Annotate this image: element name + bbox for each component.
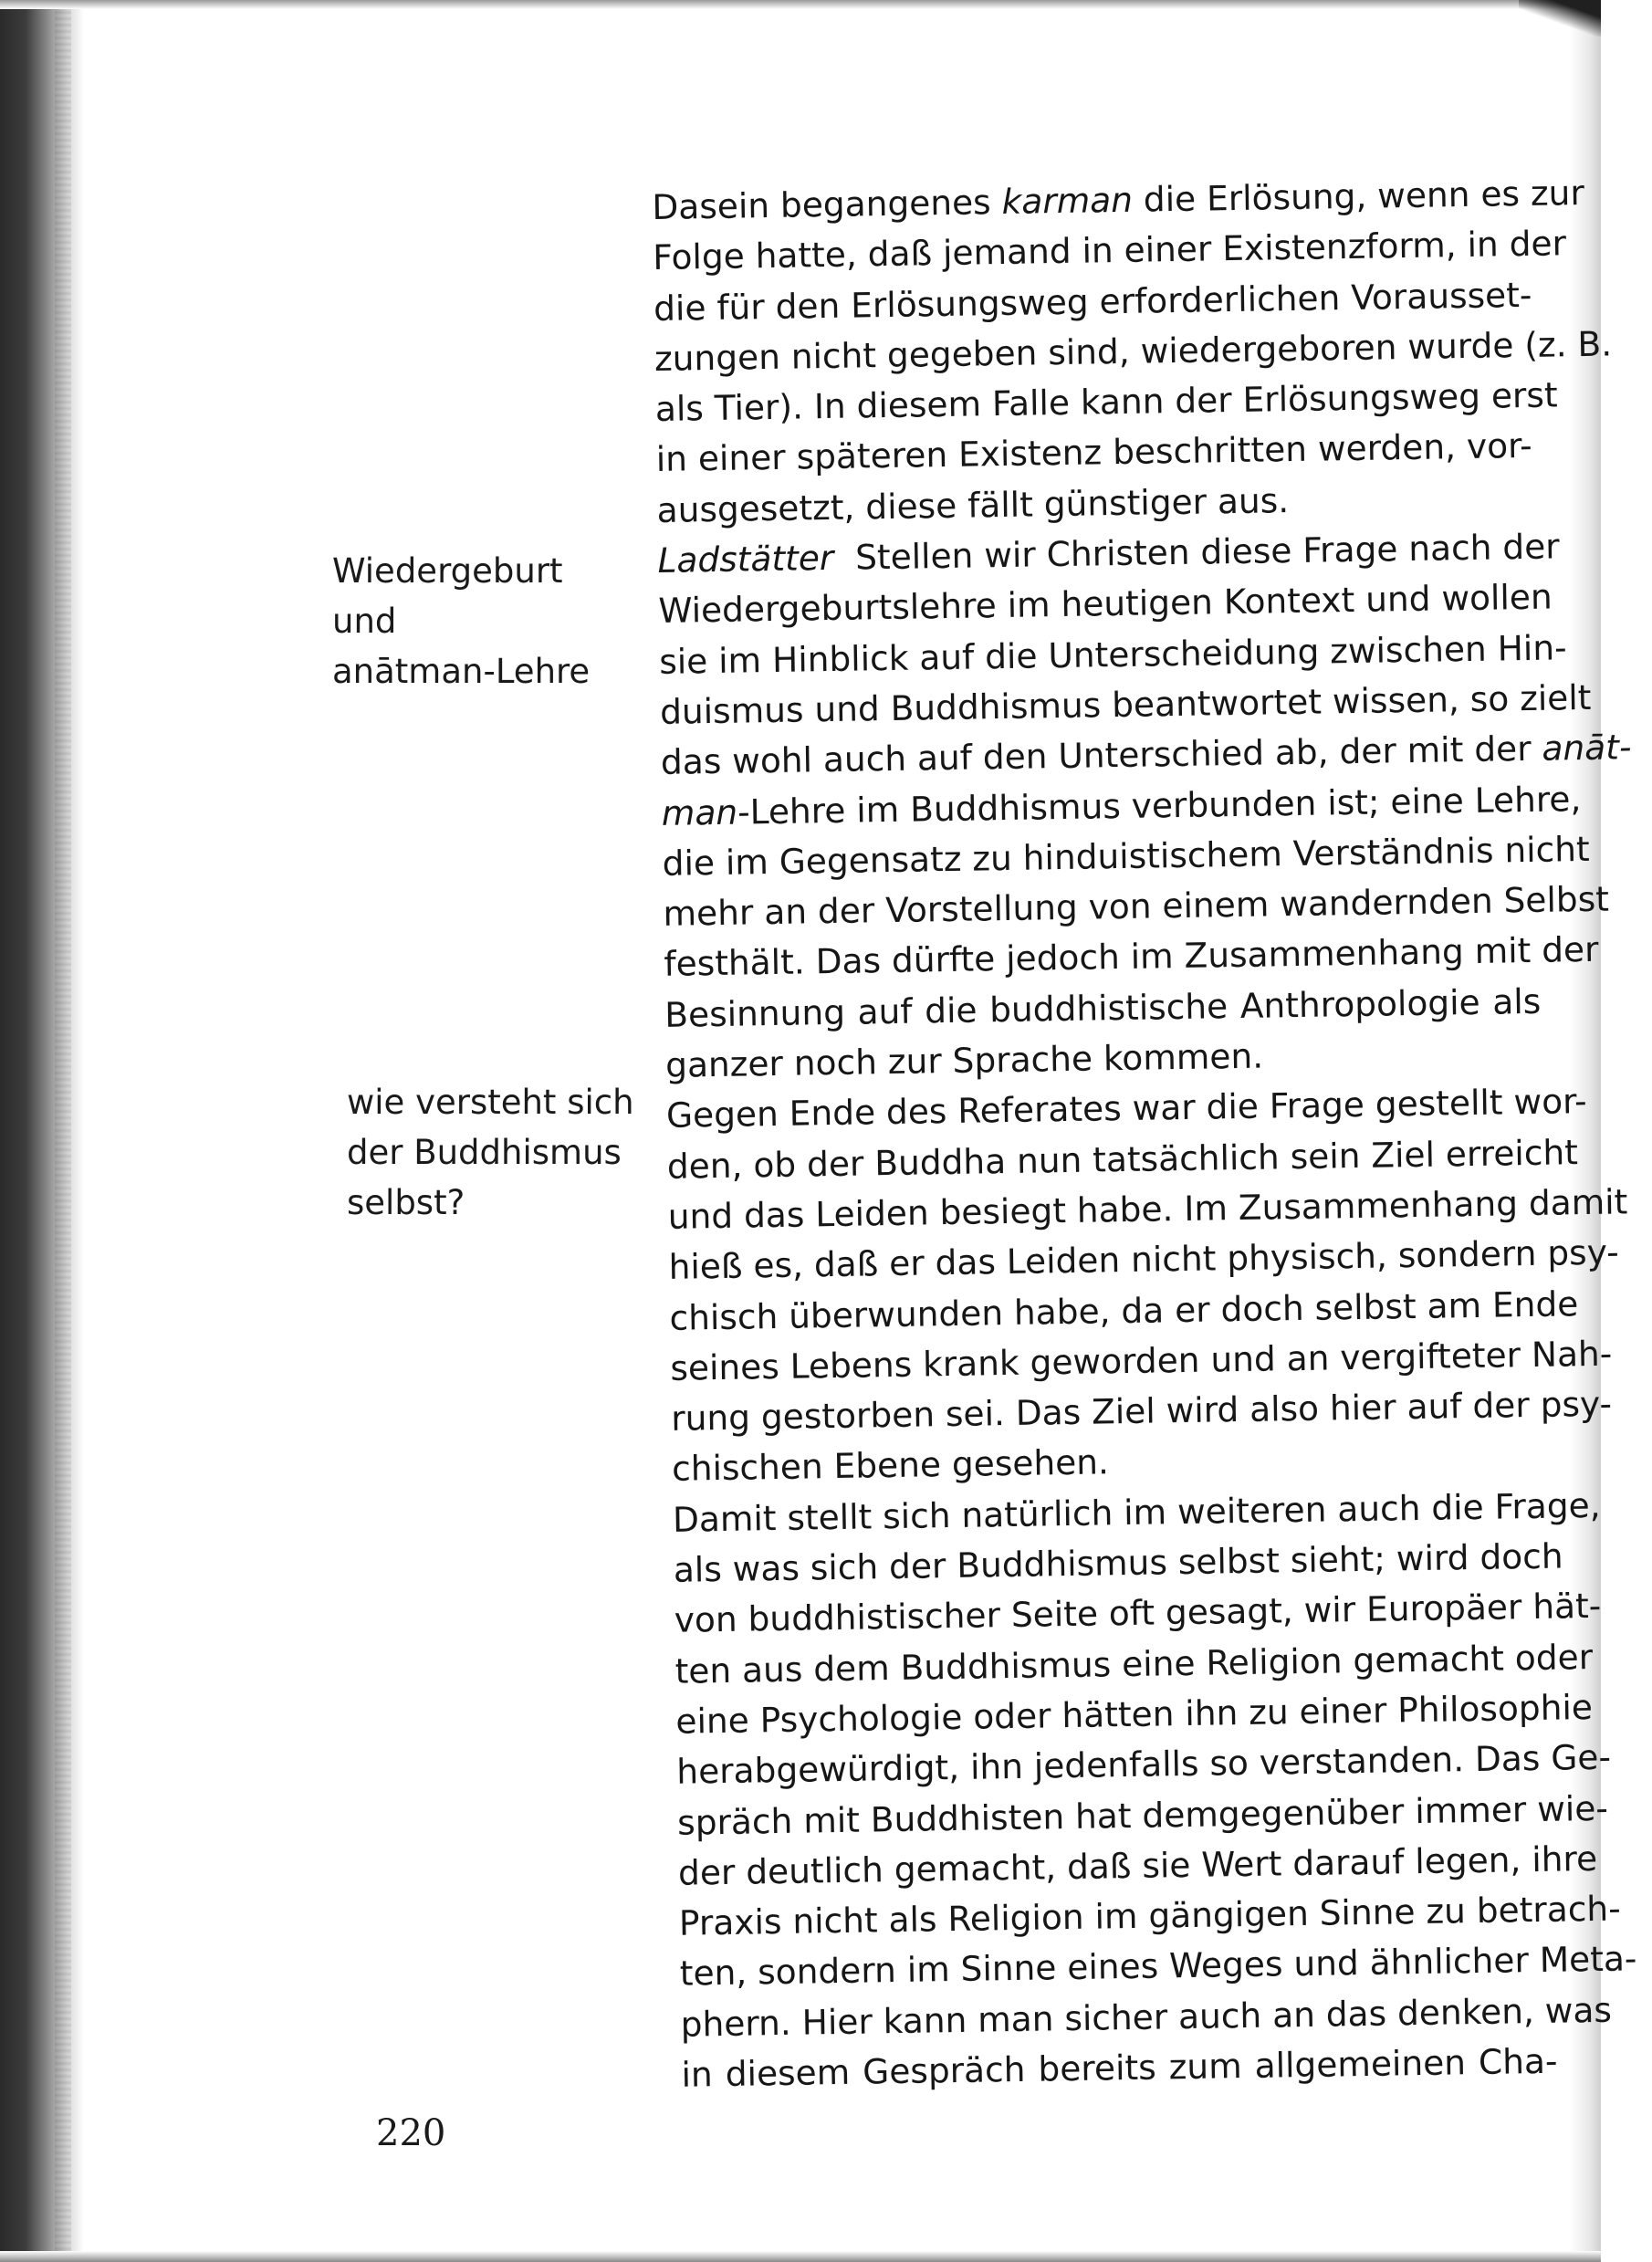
scan-edge-left-texture — [55, 0, 71, 2262]
text-segment: und — [332, 602, 397, 641]
text-segment: phern. Hier kann man sicher auch an das denken, was — [680, 1989, 1613, 2045]
text-segment: wie versteht sich — [347, 1083, 634, 1122]
margin-note-line — [332, 596, 590, 646]
text-segment: Wiedergeburtslehre im heutigen Kontext und wollen — [658, 576, 1553, 632]
italic-text: Ladstätter — [657, 538, 834, 581]
text-segment: zungen nicht gegeben sind, wiedergeboren wurde (z. B. — [653, 323, 1613, 379]
italic-text: karman — [1001, 179, 1134, 222]
text-segment: mehr an der Vorstellung von einem wandernden Selbst — [663, 878, 1610, 935]
margin-note-self-understanding — [347, 1077, 634, 1228]
text-segment: Dasein begangenes — [652, 181, 1002, 227]
italic-text: man — [661, 791, 738, 833]
text-segment: spräch mit Buddhisten hat demgegenüber immer wie- — [676, 1787, 1609, 1843]
text-segment: Damit stellt sich natürlich im weiteren auch die Frage, — [672, 1484, 1601, 1540]
text-segment: das wohl auch auf den Unterschied ab, der mit der — [660, 728, 1542, 783]
margin-note-line — [347, 1127, 634, 1178]
text-segment: Wiedergeburt — [332, 551, 563, 591]
text-segment: ausgesetzt, diese fällt günstiger aus. — [656, 479, 1290, 530]
text-segment: Folge hatte, daß jemand in einer Existenzform, in der — [652, 223, 1567, 278]
margin-note-line — [347, 1178, 634, 1228]
text-segment: den, ob der Buddha nun tatsächlich sein Ziel erreicht — [666, 1131, 1579, 1187]
text-segment: ganzer noch zur Sprache kommen. — [664, 1035, 1264, 1085]
italic-text: anātman — [332, 652, 484, 691]
text-segment: der Buddhismus — [347, 1133, 622, 1172]
page-number: 220 — [376, 2112, 446, 2154]
text-segment: herabgewürdigt, ihn jedenfalls so verstanden. Das Ge- — [676, 1736, 1612, 1792]
text-segment: chischen Ebene gesehen. — [671, 1441, 1110, 1490]
text-segment: die im Gegensatz zu hinduistischem Verständnis nicht — [662, 828, 1590, 884]
text-segment: als Tier). In diesem Falle kann der Erlösungsweg erst — [654, 374, 1558, 430]
text-segment: duismus und Buddhismus beantwortet wissen, so zielt — [659, 676, 1592, 732]
text-segment: rung gestorben sei. Das Ziel wird also hier auf der psy- — [670, 1383, 1613, 1439]
text-segment: Gegen Ende des Referates war die Frage gestellt wor- — [665, 1081, 1587, 1136]
text-segment: und das Leiden besiegt habe. Im Zusammenhang damit — [667, 1181, 1628, 1237]
scan-edge-top — [0, 0, 1601, 9]
text-segment: als was sich der Buddhismus selbst sieht; wird doch — [673, 1535, 1563, 1590]
body-text-column — [652, 169, 1637, 2100]
text-segment: -Lehre — [483, 652, 591, 691]
text-segment: die für den Erlösungsweg erforderlichen Vorausset- — [653, 274, 1532, 329]
scan-edge-left — [0, 0, 84, 2262]
margin-note-line — [347, 1077, 634, 1127]
text-segment: in diesem Gespräch bereits zum allgemeinen Cha- — [681, 2040, 1558, 2095]
italic-text: anāt- — [1542, 727, 1632, 770]
scan-edge-bottom — [0, 2251, 1601, 2262]
margin-note-line — [332, 546, 590, 596]
text-segment: eine Psychologie oder hätten ihn zu einer Philosophie — [675, 1686, 1594, 1742]
text-segment: ten aus dem Buddhismus eine Religion gemacht oder — [674, 1636, 1594, 1691]
scan-corner-shadow — [1519, 0, 1601, 37]
text-segment: in einer späteren Existenz beschritten werden, vor- — [655, 425, 1532, 480]
text-segment: festhält. Das dürfte jedoch im Zusammenhang mit der — [664, 929, 1599, 985]
text-segment: chisch überwunden habe, da er doch selbst am Ende — [669, 1283, 1579, 1338]
text-segment: Praxis nicht als Religion im gängigen Sinne zu betrach- — [678, 1888, 1622, 1943]
text-segment: von buddhistischer Seite oft gesagt, wir Europäer hät- — [674, 1586, 1602, 1641]
margin-note-rebirth — [332, 546, 590, 696]
text-segment: -Lehre im Buddhismus verbunden ist; eine Lehre, — [737, 778, 1582, 833]
text-segment: Stellen wir Christen diese Frage nach der — [832, 526, 1560, 578]
margin-note-line — [332, 646, 590, 696]
text-segment: hieß es, daß er das Leiden nicht physisch, sondern psy- — [668, 1231, 1620, 1288]
text-segment: der deutlich gemacht, daß sie Wert darauf legen, ihre — [677, 1838, 1598, 1893]
text-segment: Besinnung auf die buddhistische Anthropologie als — [664, 980, 1542, 1035]
text-segment: ten, sondern im Sinne eines Weges und ähnlicher Meta- — [679, 1938, 1637, 1995]
text-segment: sie im Hinblick auf die Unterscheidung zwischen Hin- — [658, 626, 1567, 682]
text-segment: die Erlösung, wenn es zur — [1132, 172, 1585, 220]
text-segment: seines Lebens krank geworden und an vergifteter Nah- — [670, 1333, 1613, 1388]
text-segment: selbst? — [347, 1183, 465, 1222]
